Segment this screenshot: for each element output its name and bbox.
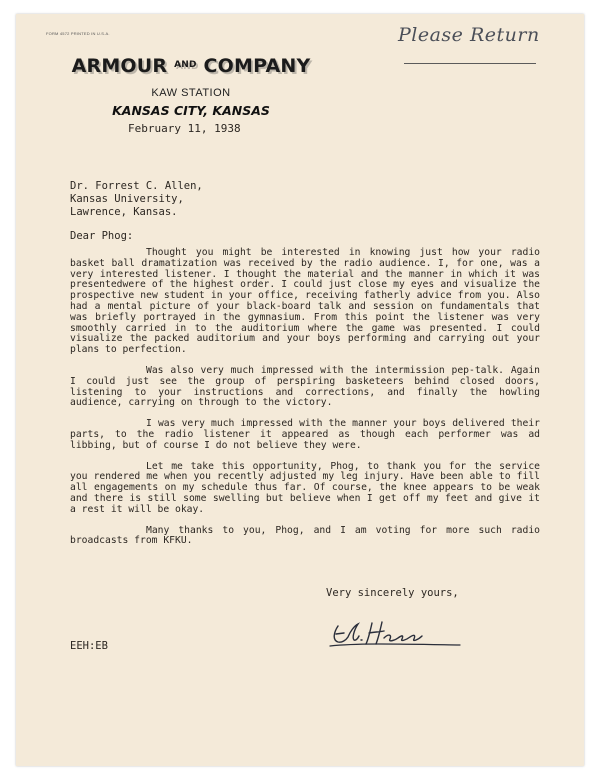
paragraph-1: Thought you might be interested in knowing just how your radio basket ball dramatization was received by the radio audience. I, for one, was a very interested listener. I thought the material and the manner in which it was presentedwere of the highest order. I could just close my eyes and visualize the prospective new student in your office, receiving fatherly advice from you. Also had a mental picture of your black-board talk and session on fundamentals that was briefly portrayed in the gymnasium. From this point the listener was very smoothly carried in to the auditorium where the game was presented. I could visualize the packed auditorium and your boys performing and carrying out your plans to perfection. (70, 247, 540, 356)
station-name: KAW STATION (151, 87, 231, 99)
paragraph-3: I was very much impressed with the manner your boys delivered their parts, to the radio listener it appeared as though each performer was ad libbing, but of course I do not believe they were. (70, 418, 540, 451)
paragraph-2: Was also very much impressed with the intermission pep-talk. Again I could just see the group of perspiring basketeers behind closed doors, listening to your instructions and corrections, and finally the howling audience, carrying on through to the victory. (70, 364, 540, 409)
paragraph-4: Let me take this opportunity, Phog, to thank you for the service you rendered me when you recently adjusted my leg injury. Have been able to fill all engagements on my schedule thus far. Of course, the knee appears to be weak and there is still some swelling but believe when I get off my feet and give it a rest it will be okay. (70, 460, 540, 515)
salutation: Dear Phog: (70, 230, 134, 242)
city-name: KANSAS CITY, KANSAS (112, 103, 270, 118)
address-line-2: Kansas University, (70, 193, 184, 205)
address-line-3: Lawrence, Kansas. (70, 206, 178, 218)
handwritten-note: Please Return (398, 24, 540, 46)
letter-body (70, 248, 540, 557)
typist-initials: EEH:EB (70, 640, 108, 652)
paragraph-5: Many thanks to you, Phog, and I am voting for more such radio broadcasts from KFKU. (70, 524, 540, 547)
company-name-2: COMPANY (203, 55, 311, 77)
form-number: FORM 4572 PRINTED IN U.S.A. (46, 31, 110, 36)
handwritten-signature (328, 618, 462, 650)
inside-address (70, 180, 203, 219)
letter-date: February 11, 1938 (128, 122, 241, 135)
company-letterhead (62, 55, 320, 77)
closing: Very sincerely yours, (326, 587, 459, 599)
note-underline (404, 63, 536, 64)
company-and: AND (174, 60, 197, 70)
address-line-1: Dr. Forrest C. Allen, (70, 180, 203, 192)
company-name: ARMOUR (71, 55, 168, 77)
